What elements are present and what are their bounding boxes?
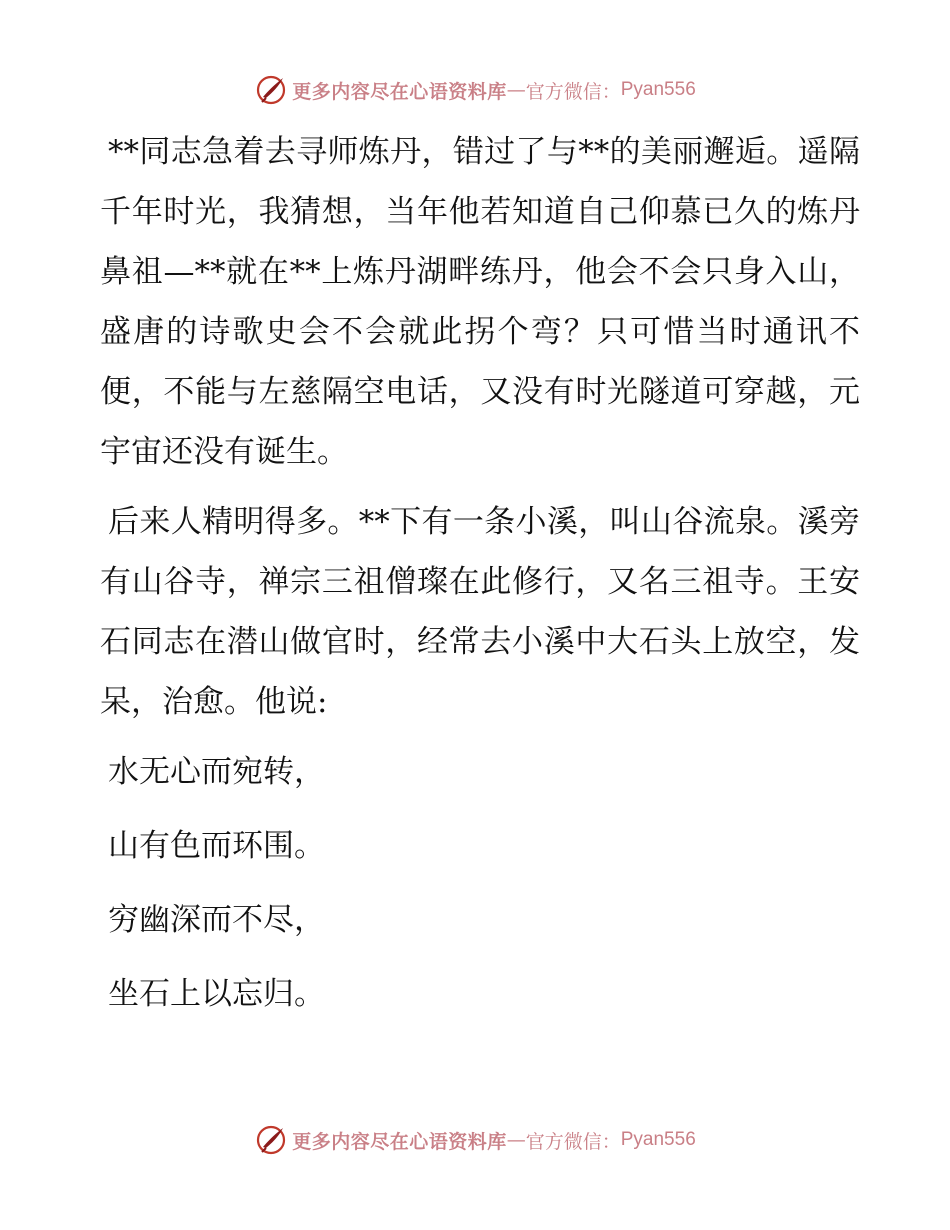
- footer-brand-text: 更多内容尽在心语资料库: [292, 1130, 507, 1153]
- footer-wechat-label: 官方微信：: [525, 1130, 621, 1153]
- paragraph-1: **同志急着去寻师炼丹，错过了与**的美丽邂逅。遥隔千年时光，我猜想，当年他若知道自己仰慕已久的炼丹鼻祖—**就在**上炼丹湖畔练丹，他会不会只身入山，盛唐的诗歌史会不会就此拐个弯？只可惜当时通讯不便，不能与左慈隔空电话，又没有时光隧道可穿越，元宇宙还没有诞生。: [100, 134, 860, 470]
- verse-line-3: 穷幽深而不尽，: [108, 902, 325, 938]
- footer-separator: —: [506, 1129, 526, 1151]
- verse-line-4: 坐石上以忘归。: [108, 976, 325, 1012]
- header-separator: —: [506, 79, 526, 101]
- header-brand-text: 更多内容尽在心语资料库: [292, 80, 507, 103]
- header-banner: [0, 70, 950, 110]
- header-wechat-id: Pyan556: [620, 79, 696, 100]
- footer-banner: [0, 1120, 950, 1160]
- quill-pen-logo-icon: [254, 73, 288, 107]
- verse-line-2: 山有色而环围。: [108, 828, 325, 864]
- article-body: [100, 122, 860, 1038]
- quill-pen-logo-icon: [254, 1123, 288, 1157]
- footer-wechat-id: Pyan556: [620, 1129, 696, 1150]
- verse-line-1: 水无心而宛转，: [108, 754, 325, 790]
- header-wechat-label: 官方微信：: [525, 80, 621, 103]
- paragraph-2: 后来人精明得多。**下有一条小溪，叫山谷流泉。溪旁有山谷寺，禅宗三祖僧璨在此修行，又名三祖寺。王安石同志在潜山做官时，经常去小溪中大石头上放空，发呆，治愈。他说:: [100, 504, 860, 720]
